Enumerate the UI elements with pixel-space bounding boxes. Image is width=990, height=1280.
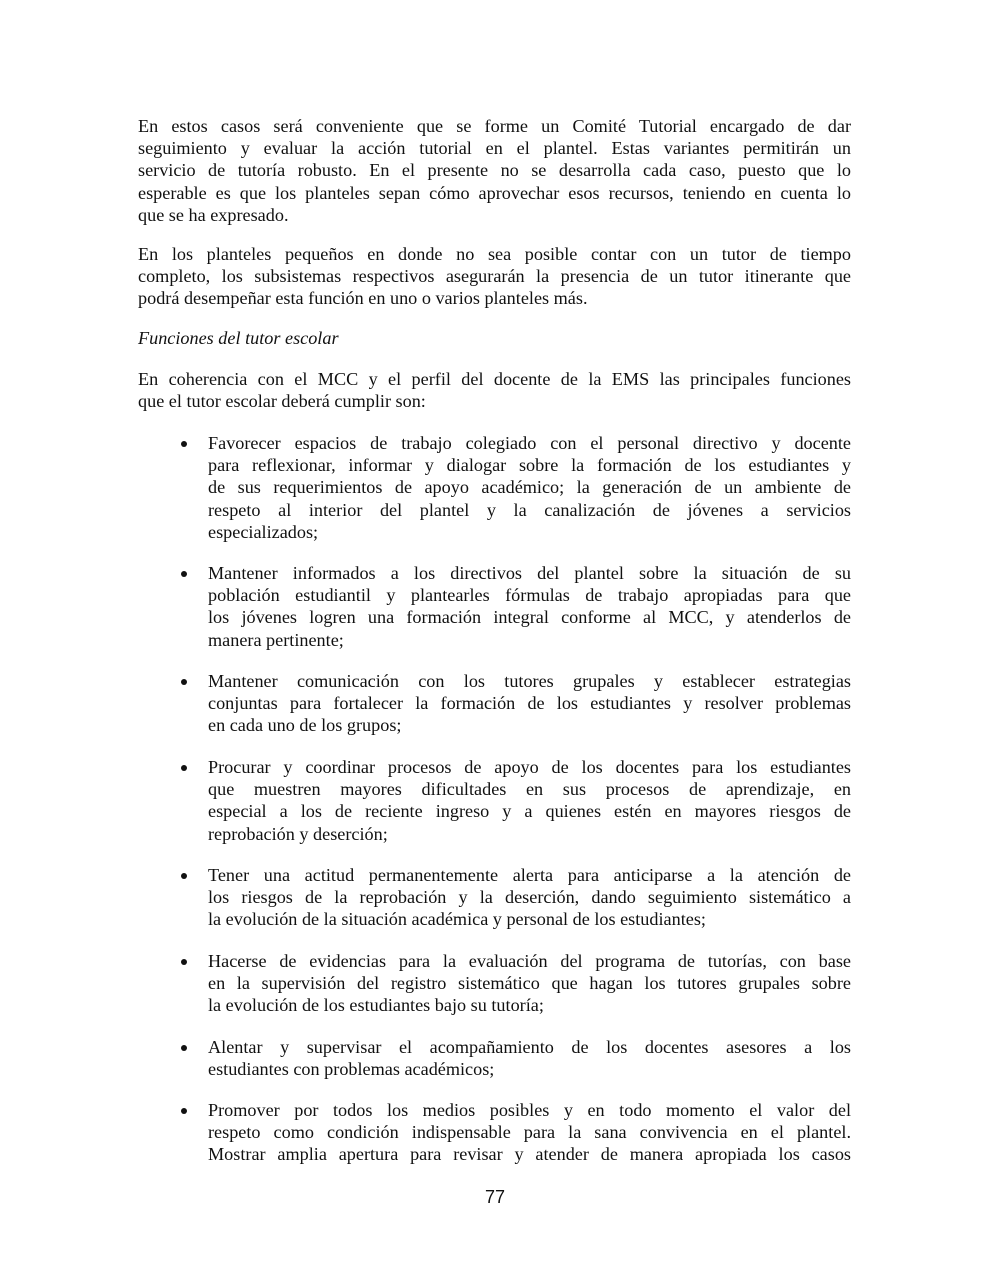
bullet-icon [181, 1045, 187, 1051]
text-line: que el tutor escolar deberá cumplir son: [138, 391, 426, 412]
bullet-icon [181, 679, 187, 685]
text-line: población estudiantil y plantearles fórmulas de trabajo apropiadas para que [208, 585, 851, 606]
text-line: Mostrar amplia apertura para revisar y atender de manera apropiada los casos [208, 1144, 851, 1165]
text-line: podrá desempeñar esta función en uno o varios planteles más. [138, 288, 588, 309]
paragraph-planteles-pequenos [138, 243, 851, 310]
text-line: especializados; [208, 521, 319, 542]
text-line: especial a los de reciente ingreso y a quienes estén en mayores riesgos de [208, 801, 851, 822]
list-item-text [208, 670, 851, 737]
text-line: En estos casos será conveniente que se forme un Comité Tutorial encargado de dar [138, 116, 851, 136]
text-line: En los planteles pequeños en donde no sea posible contar con un tutor de tiempo [138, 244, 851, 264]
text-line: para reflexionar, informar y dialogar sobre la formación de los estudiantes y [208, 455, 851, 476]
list-item-text [208, 1036, 851, 1080]
text-line: esperable es que los planteles sepan cómo aprovechar esos recursos, teniendo en cuenta lo [138, 182, 851, 203]
list-item-text [208, 432, 851, 543]
text-line: los jóvenes logren una formación integral conforme al MCC, y atenderlos de [208, 607, 851, 628]
text-line: la evolución de la situación académica y personal de los estudiantes; [208, 909, 706, 930]
text-line: en la supervisión del registro sistemático que hagan los tutores grupales sobre [208, 973, 851, 994]
list-item-text [208, 1099, 851, 1166]
text-line: respeto como condición indispensable para la sana convivencia en el plantel. [208, 1122, 851, 1143]
text-line: conjuntas para fortalecer la formación de los estudiantes y resolver problemas [208, 693, 851, 714]
text-line: completo, los subsistemas respectivos asegurarán la presencia de un tutor itinerante que [138, 266, 851, 287]
page-number: 77 [484, 1187, 506, 1207]
bullet-icon [181, 959, 187, 965]
list-item-text [208, 864, 851, 931]
bullet-icon [181, 571, 187, 577]
section-heading: Funciones del tutor escolar [138, 328, 339, 348]
bullet-icon [181, 1108, 187, 1114]
list-item-text [208, 756, 851, 845]
text-line: que se ha expresado. [138, 204, 289, 225]
text-line: Mantener comunicación con los tutores grupales y establecer estrategias [208, 671, 851, 691]
text-line: Favorecer espacios de trabajo colegiado con el personal directivo y docente [208, 433, 851, 453]
bullet-icon [181, 873, 187, 879]
text-line: los riesgos de la reprobación y la deserción, dando seguimiento sistemático a [208, 887, 851, 908]
list-item-text [208, 562, 851, 651]
text-line: Promover por todos los medios posibles y en todo momento el valor del [208, 1100, 851, 1120]
paragraph-intro [138, 368, 851, 412]
text-line: que muestren mayores dificultades en sus procesos de aprendizaje, en [208, 779, 851, 800]
text-line: reprobación y deserción; [208, 823, 388, 844]
text-line: respeto al interior del plantel y la canalización de jóvenes a servicios [208, 499, 851, 520]
text-line: la evolución de los estudiantes bajo su tutoría; [208, 995, 544, 1016]
text-line: Procurar y coordinar procesos de apoyo de los docentes para los estudiantes [208, 757, 851, 777]
text-line: manera pertinente; [208, 629, 344, 650]
text-line: estudiantes con problemas académicos; [208, 1059, 495, 1080]
text-line: seguimiento y evaluar la acción tutorial en el plantel. Estas variantes permitirán un [138, 138, 851, 159]
text-line: Mantener informados a los directivos del plantel sobre la situación de su [208, 563, 851, 583]
text-line: Hacerse de evidencias para la evaluación del programa de tutorías, con base [208, 951, 851, 971]
text-line: Tener una actitud permanentemente alerta para anticiparse a la atención de [208, 865, 851, 885]
text-line: Alentar y supervisar el acompañamiento de los docentes asesores a los [208, 1037, 851, 1057]
paragraph-comite-tutorial [138, 115, 851, 226]
list-item-text [208, 950, 851, 1017]
text-line: servicio de tutoría robusto. En el presente no se desarrolla cada caso, puesto que lo [138, 160, 851, 181]
bullet-icon [181, 765, 187, 771]
bullet-icon [181, 441, 187, 447]
text-line: de sus requerimientos de apoyo académico; la generación de un ambiente de [208, 477, 851, 498]
text-line: En coherencia con el MCC y el perfil del docente de la EMS las principales funciones [138, 369, 851, 389]
text-line: en cada uno de los grupos; [208, 715, 402, 736]
